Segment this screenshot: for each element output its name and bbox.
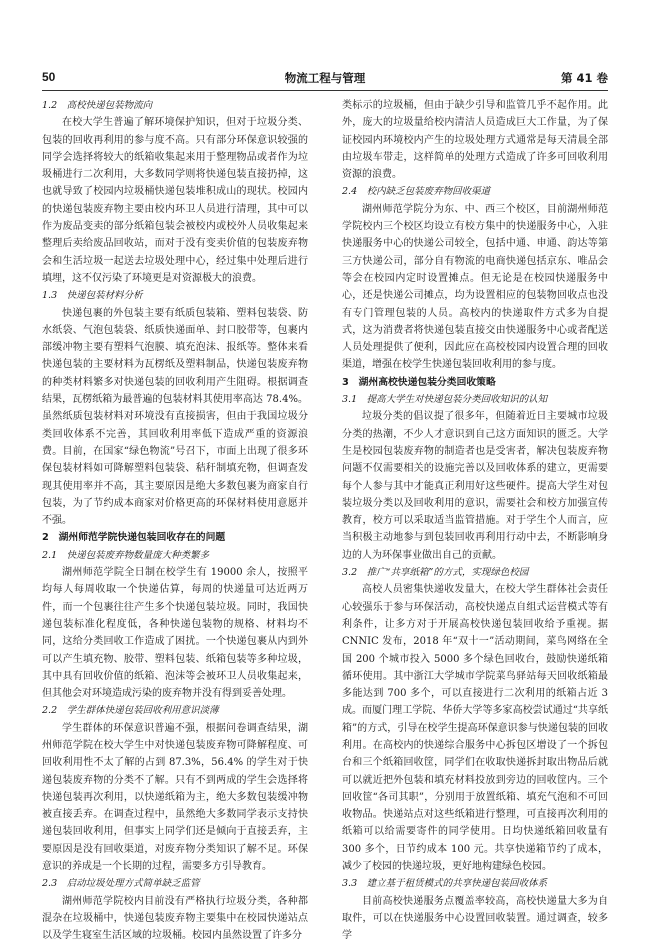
section-heading-3-3: 3.3 建立基于租赁模式的共享快递包装回收体系 [342, 878, 548, 890]
running-header [42, 70, 608, 91]
section-heading-3: 3 湖州高校快递包装分类回收策略 [342, 376, 496, 388]
section-heading-3-2: 3.2 推广“共享纸箱”的方式，实现绿色校园 [342, 567, 529, 579]
right-column [342, 97, 608, 945]
section-heading-2-3: 2.3 启动垃圾处理方式简单缺乏监管 [42, 878, 200, 890]
section-heading-1-3: 1.3 快递包装材料分析 [42, 290, 143, 302]
paragraph: 垃圾分类的倡议提了很多年，但随着近日主要城市垃圾分类的热潮，不少人才意识到自己这方面知识的匮乏。大学生是校园包装废弃物的制造者也是受害者，解决包装废弃物问题不仅需要相关的设施完善以及回收体系的建立，更需要每个人参与其中才能真正利用好这些硬件。提高大学生对包装垃圾分类以及回收利用的意识，需要社会和校方加强宣传教育，校方可以采取适当监管措施。对于学生个人而言，应当积极主动地参与到包装回收再利用行动中去，不断影响身边的人为环保事业做出自己的贡献。 [342, 411, 608, 561]
section-heading-2-2: 2.2 学生群体快递包装回收利用意识淡薄 [42, 705, 219, 717]
paragraph: 湖州师范学院校内目前没有严格执行垃圾分类，各种都混杂在垃圾桶中，快递包装废弃物主要集中在校园快递站点以及学生寝室生活区域的垃圾桶。校园内虽然设置了许多分 [42, 895, 308, 942]
page-number: 50 [42, 70, 56, 84]
section-heading-2-4: 2.4 校内缺乏包装废弃物回收渠道 [342, 186, 491, 198]
paragraph: 类标示的垃圾桶，但由于缺少引导和监管几乎不起作用。此外，庞大的垃圾量给校内清洁人员造成巨大工作量，为了保证校园内环境校内产生的垃圾处理方式通常是每天清晨全部由垃圾车带走，这样简单的处理方式造成了许多可回收利用资源的浪费。 [342, 100, 608, 181]
section-heading-1-2: 1.2 高校快递包装物流向 [42, 100, 153, 111]
journal-title: 物流工程与管理 [284, 71, 366, 85]
section-heading-2: 2 湖州师范学院快递包装回收存在的问题 [42, 532, 226, 544]
paragraph: 湖州师范学院分为东、中、西三个校区，目前湖州师范学院校内三个校区均设立有校方集中的快递服务中心，入驻快递服务中心的快递公司较全，包括中通、申通、韵达等第三方快递公司，部分自有物流的电商快递包括京东、唯品会等会在校园内定时设置摊点。但无论是在校园快递服务中心，还是快递公司摊点，均为设置相应的包装物回收点也没有专门管理包装的人员。高校内的快递取件方式多为自提式，这为消费者将快递包装直接交由快递服务中心或者配送人员处理提供了便利，因此应在高校校园内设置合理的回收渠道，增强在校学生快递包装回收利用的参与度。 [342, 203, 608, 371]
paragraph: 快递包裹的外包装主要有纸质包装箱、塑料包装袋、防水纸袋、气泡包装袋、纸质快递面单、封口胶带等，包裹内部缓冲物主要有塑料气泡膜、填充泡沫、报纸等。整体来看快递包装的主要材料为瓦楞纸及塑料制品，快递包装废弃物的种类材料繁多对快递包装的回收利用产生阻碍。根据调查结果，瓦楞纸箱为最普遍的包装材料其使用率高达 78.4%。虽然纸质包装材料对环境没有直接损害，但由于我国垃圾分类回收体系不完善，其回收利用率低下造成严重的资源浪费。目前，在国家“绿色物流”号召下，市面上出现了很多环保包装材料如可降解塑料包装袋、秸秆制填充物，但调查发现其使用率并不高，其主要原因是绝大多数包裹为商家自行包装，为了节约成本商家对价格更高的环保材料使用意愿并不强。 [42, 307, 308, 527]
volume-label: 第 41 卷 [560, 71, 608, 85]
paragraph: 在校大学生普遍了解环境保护知识，但对于垃圾分类、包装的回收再利用的参与度不高。只有部分环保意识较强的同学会选择将较大的纸箱收集起来用于整理物品或者作为垃圾桶进行二次利用，大多数同学则将快递包装直接扔掉，这也就导致了校园内垃圾桶快递包装堆积成山的现状。校园内的快递包装废弃物主要由校内环卫人员进行清理，其中可以作为废品变卖的部分纸箱包装会被校内或校外人员收集起来整理后卖给废品回收站，而对于没有变卖价值的包装废弃物会和生活垃圾一起送去垃圾处理中心，经过集中处理后进行填埋，这不仅污染了环境更是对资源极大的浪费。 [42, 117, 308, 284]
paragraph: 高校人员密集快递收发量大，在校大学生群体社会责任心较强乐于参与环保活动，高校快递点自组式运营模式等有利条件，让多方对于开展高校快递包装回收给予重视。据 CNNIC 发布，2018 年“双十一”活动期间，菜鸟网络在全国 200 个城市投入 5000 多个绿色回收台，鼓励快递纸箱循环使用。其中浙江大学城市学院菜鸟驿站每天回收纸箱最多能达到 700 多个，可以直接进行二次利用的纸箱占近 3 成。而厦门理工学院、华侨大学等多家高校尝试通过“共享纸箱”的方式，引导在校学生提高环保意识参与快递包装的回收利用。在高校内的快递综合服务中心拆包区增设了一个拆包台和三个纸箱回收筐，同学们在收取快递拆封取出物品后就可以就近把外包装和填充材料投放到旁边的回收筐内。三个回收筐“各司其职”，分别用于放置纸箱、填充气泡和不可回收物品。快递站点对这些纸箱进行整理，可直接再次利用的纸箱可以给需要寄件的同学使用。日均快递纸箱回收量有 300 多个，日节约成本 100 元。共享快递箱节约了成本，减少了校园的快递垃圾，更好地构建绿色校园。 [342, 584, 608, 873]
paragraph: 学生群体的环保意识普遍不强，根据问卷调查结果，湖州师范学院在校大学生中对快递包装废弃物可降解程度、可回收利用性不太了解的占到 87.3%，56.4% 的学生对于快递包装废弃物的分类不了解。只有不到两成的学生会选择将快递包装再次利用，以快递纸箱为主，绝大多数包装缓冲物被直接丢弃。在调查过程中，虽然绝大多数同学表示支持快递包装回收利用，但事实上同学们还是倾向于直接丢弃，主要原因是没有回收渠道，对废弃物分类知识了解不足。环保意识的养成是一个长期的过程，需要多方引导教育。 [42, 722, 308, 873]
paragraph: 湖州师范学院全日制在校学生有 19000 余人，按照平均每人每周收取一个快递估算，每周的快递量可达近两万件，而一个包裹往往产生多个快递包装垃圾。同时，我国快递包装标准化程度低，各种快递包装物的规格、材料均不同，这给分类回收工作造成了困扰。一个快递包裹从内到外可以产生填充物、胶带、塑料包装、纸箱包装等多种垃圾，其中具有回收价值的纸箱、泡沫等会被环卫人员收集起来，但其他会对环境造成污染的废弃物并没有得到妥善处理。 [42, 567, 308, 700]
paragraph: 目前高校快递服务点覆盖率较高，高校快递量大多为自取件，可以在快递服务中心设置回收装置。通过调查，较多学 [342, 895, 608, 942]
section-heading-2-1: 2.1 快递包装废弃物数量庞大种类繁多 [42, 549, 210, 561]
left-column [42, 97, 308, 945]
section-heading-3-1: 3.1 提高大学生对快递包装分类回收知识的认知 [342, 394, 548, 406]
